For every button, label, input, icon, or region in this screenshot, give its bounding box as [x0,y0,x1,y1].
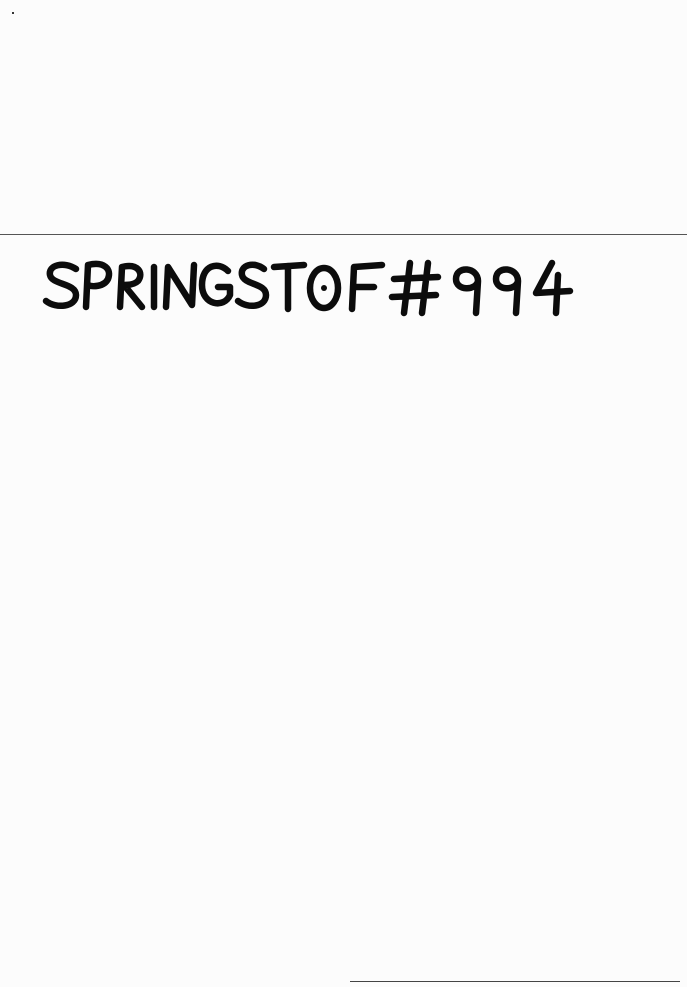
scan-speck [12,12,14,14]
clipping-edge [0,234,687,235]
springstof-handwritten-title [42,255,582,317]
bottom-rule [350,981,680,982]
